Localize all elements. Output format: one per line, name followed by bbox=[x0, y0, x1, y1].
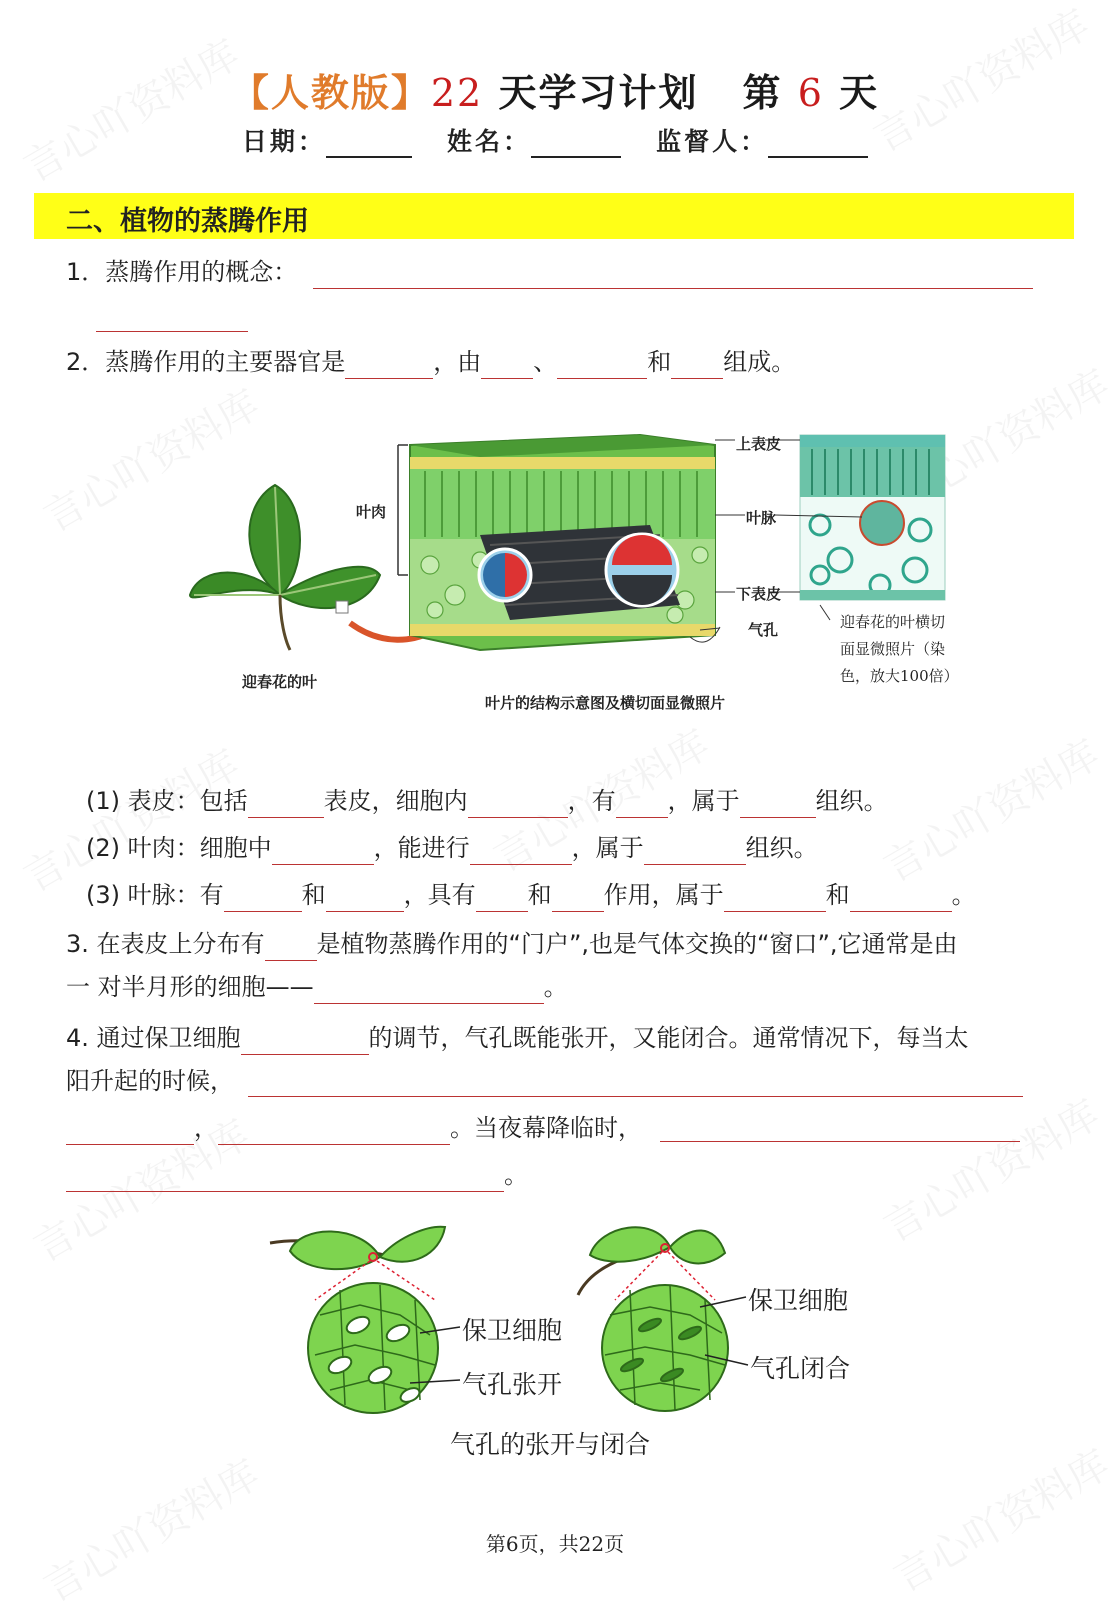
answer-blank[interactable] bbox=[481, 354, 533, 379]
sub-question-text: 和 bbox=[825, 881, 850, 909]
stomata-figure bbox=[260, 1215, 880, 1465]
sub-question-text: ，属于 bbox=[571, 834, 644, 862]
label-mesophyll: 叶肉 bbox=[356, 503, 387, 521]
answer-blank[interactable] bbox=[470, 840, 572, 865]
answer-line[interactable] bbox=[660, 1115, 1020, 1142]
question-3-text: 一 对半月形的细胞—— bbox=[66, 973, 314, 1001]
question-2-text: ，由 bbox=[433, 348, 482, 376]
answer-blank[interactable] bbox=[671, 354, 723, 379]
question-3-text: 。 bbox=[543, 973, 568, 1001]
sub-question-text: 。 bbox=[951, 881, 976, 909]
info-line bbox=[0, 122, 1110, 158]
answer-line[interactable] bbox=[248, 1070, 1023, 1097]
sub-question-text: 组织。 bbox=[815, 787, 888, 815]
sub-question-text: (3) 叶脉：有 bbox=[86, 881, 224, 909]
answer-blank[interactable] bbox=[740, 793, 816, 818]
question-1-text: 1．蒸腾作用的概念： bbox=[66, 258, 298, 286]
question-2-text: 2．蒸腾作用的主要器官是 bbox=[66, 348, 346, 376]
figure-caption: 叶片的结构示意图及横切面显微照片 bbox=[485, 694, 726, 712]
answer-blank[interactable] bbox=[66, 1120, 194, 1145]
sub-question-text: 和 bbox=[527, 881, 552, 909]
answer-blank[interactable] bbox=[241, 1030, 369, 1055]
page-number: 第6页，共22页 bbox=[485, 1532, 625, 1556]
answer-blank[interactable] bbox=[552, 887, 604, 912]
question-4-text: 。当夜幕降临时， bbox=[450, 1114, 642, 1142]
sub-question-text: ，能进行 bbox=[373, 834, 470, 862]
sub-question-3 bbox=[86, 878, 976, 912]
label-upper-epidermis: 上表皮 bbox=[736, 435, 782, 453]
question-3 bbox=[66, 927, 958, 961]
title-day-number: 6 bbox=[797, 71, 824, 115]
question-4-text: ， bbox=[194, 1114, 218, 1142]
title-day-suffix: 天 bbox=[839, 70, 880, 115]
label-vein: 叶脉 bbox=[746, 509, 777, 527]
micrograph-caption: 迎春花的叶横切 bbox=[840, 613, 946, 631]
answer-blank[interactable] bbox=[476, 887, 528, 912]
answer-blank[interactable] bbox=[326, 887, 404, 912]
supervisor-label: 监督人： bbox=[656, 127, 769, 156]
question-4-text: 阳升起的时候， bbox=[66, 1067, 234, 1095]
micrograph-caption: 色，放大100倍） bbox=[840, 667, 959, 685]
sub-question-text: (2) 叶肉：细胞中 bbox=[86, 834, 272, 862]
title-edition: 【人教版】 bbox=[230, 70, 431, 115]
answer-blank[interactable] bbox=[224, 887, 302, 912]
sub-question-2 bbox=[86, 831, 818, 865]
sub-question-text: 组织。 bbox=[745, 834, 818, 862]
answer-blank[interactable] bbox=[345, 354, 433, 379]
question-4-text: 。 bbox=[504, 1161, 528, 1189]
question-4-line3 bbox=[66, 1111, 642, 1145]
question-2-text: 组成。 bbox=[723, 348, 796, 376]
question-2-text: 和 bbox=[647, 348, 672, 376]
answer-blank[interactable] bbox=[272, 840, 374, 865]
name-label: 姓名： bbox=[446, 127, 531, 156]
question-4-text: 4. 通过保卫细胞 bbox=[66, 1024, 241, 1052]
page-title bbox=[0, 62, 1110, 117]
sub-question-1 bbox=[86, 784, 888, 818]
question-3-text: 3. 在表皮上分布有 bbox=[66, 930, 265, 958]
label-guard-cell-left: 保卫细胞 bbox=[462, 1316, 563, 1345]
question-4 bbox=[66, 1021, 969, 1055]
section-title: 二、植物的蒸腾作用 bbox=[66, 206, 309, 237]
label-stoma-closed: 气孔闭合 bbox=[750, 1354, 851, 1383]
answer-line[interactable] bbox=[313, 262, 1033, 289]
label-guard-cell-right: 保卫细胞 bbox=[748, 1286, 849, 1315]
sub-question-text: ，属于 bbox=[667, 787, 740, 815]
answer-blank[interactable] bbox=[557, 354, 647, 379]
watermark bbox=[872, 1084, 1108, 1253]
stomata-caption: 气孔的张开与闭合 bbox=[450, 1430, 651, 1459]
answer-blank[interactable] bbox=[66, 1167, 504, 1192]
sub-question-text: 作用，属于 bbox=[603, 881, 724, 909]
label-lower-epidermis: 下表皮 bbox=[736, 585, 782, 603]
title-day-prefix: 第 bbox=[742, 70, 783, 115]
label-stoma-open: 气孔张开 bbox=[462, 1370, 563, 1399]
answer-blank[interactable] bbox=[468, 793, 568, 818]
answer-blank[interactable] bbox=[248, 793, 324, 818]
sub-question-text: ，有 bbox=[567, 787, 616, 815]
watermark bbox=[882, 1434, 1110, 1603]
micrograph-caption: 面显微照片（染 bbox=[840, 640, 946, 658]
answer-blank[interactable] bbox=[218, 1120, 450, 1145]
question-3-line2 bbox=[66, 970, 568, 1004]
question-2-text: 、 bbox=[533, 348, 558, 376]
question-4-line2 bbox=[66, 1064, 234, 1098]
answer-blank[interactable] bbox=[265, 936, 317, 961]
sub-question-text: ，具有 bbox=[403, 881, 476, 909]
watermark bbox=[872, 724, 1108, 893]
sub-question-text: (1) 表皮：包括 bbox=[86, 787, 248, 815]
date-field[interactable] bbox=[326, 128, 412, 158]
question-1 bbox=[66, 255, 297, 289]
leaf-structure-figure bbox=[180, 405, 970, 725]
supervisor-field[interactable] bbox=[768, 128, 868, 158]
question-2 bbox=[66, 345, 795, 379]
leaf-caption: 迎春花的叶 bbox=[242, 673, 318, 691]
date-label: 日期： bbox=[241, 127, 326, 156]
answer-blank[interactable] bbox=[314, 979, 544, 1004]
sub-question-text: 和 bbox=[301, 881, 326, 909]
section-header bbox=[34, 193, 1074, 239]
answer-blank[interactable] bbox=[616, 793, 668, 818]
sub-question-text: 表皮，细胞内 bbox=[323, 787, 468, 815]
answer-blank[interactable] bbox=[644, 840, 746, 865]
name-field[interactable] bbox=[531, 128, 621, 158]
answer-blank[interactable] bbox=[724, 887, 826, 912]
question-3-text: 是植物蒸腾作用的“门户”,也是气体交换的“窗口”,它通常是由 bbox=[316, 930, 958, 958]
answer-line[interactable] bbox=[96, 305, 248, 332]
question-4-text: 的调节，气孔既能张开，又能闭合。通常情况下，每当太 bbox=[368, 1024, 969, 1052]
answer-blank[interactable] bbox=[850, 887, 952, 912]
title-days: 22 bbox=[430, 71, 484, 115]
title-plan: 天学习计划 bbox=[498, 70, 699, 115]
question-4-line4 bbox=[66, 1158, 528, 1192]
label-stoma: 气孔 bbox=[748, 621, 779, 639]
